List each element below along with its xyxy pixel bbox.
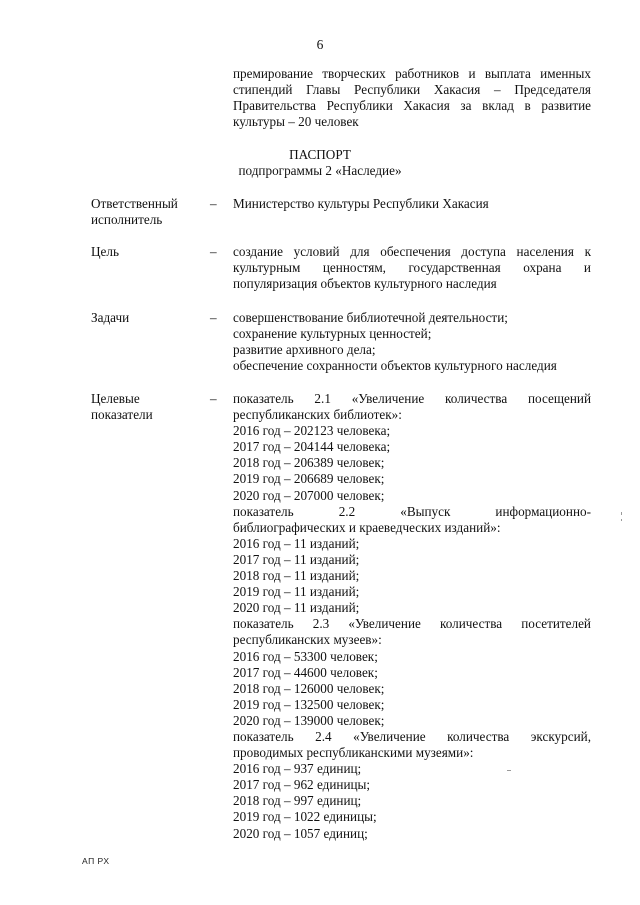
row-content-line: развитие архивного дела; [233, 342, 376, 358]
scan-speck [621, 519, 622, 521]
row-content-line: сохранение культурных ценностей; [233, 326, 432, 342]
row-content-line: 2019 год – 1022 единицы; [233, 809, 377, 825]
row-content-line: 2019 год – 11 изданий; [233, 584, 360, 600]
scan-speck [621, 512, 622, 515]
row-content-line: республиканских библиотек»: [233, 407, 402, 423]
row-content-line: показатель 2.1 «Увеличение количества посещений [233, 391, 591, 406]
row-label [91, 244, 201, 260]
row-content-line: 2017 год – 204144 человека; [233, 439, 391, 455]
row-content-line: 2016 год – 937 единиц; [233, 761, 362, 777]
row-label-line: Цель [91, 244, 119, 259]
row-content-line: 2020 год – 1057 единиц; [233, 825, 368, 841]
page-number: 6 [316, 37, 324, 52]
intro-paragraph [233, 66, 591, 130]
row-content-line: 2018 год – 997 единиц; [233, 793, 362, 809]
row-dash: – [210, 391, 217, 406]
row-content-line: 2020 год – 207000 человек; [233, 487, 385, 503]
passport-subtitle: подпрограммы 2 «Наследие» [238, 163, 402, 178]
row-content-line: республиканских музеев»: [233, 632, 382, 648]
scan-speck [507, 770, 511, 771]
row-content [233, 391, 591, 842]
row-content-line: 2017 год – 962 единицы; [233, 777, 371, 793]
row-content [233, 244, 591, 292]
row-content-line: библиографических и краеведческих изданий»: [233, 519, 501, 535]
row-label-line: Задачи [91, 310, 130, 325]
intro-line: премирование творческих работников и выплата именных [233, 66, 591, 81]
row-label-line: исполнитель [91, 212, 163, 228]
row-content-line: Министерство культуры Республики Хакасия [233, 196, 489, 211]
row-content-line: 2016 год – 11 изданий; [233, 535, 360, 551]
row-content-line: обеспечение сохранности объектов культурного наследия [233, 358, 557, 374]
row-content-line: 2016 год – 53300 человек; [233, 648, 378, 664]
row-label [91, 196, 201, 228]
row-dash: – [210, 244, 217, 259]
intro-line: стипендий Главы Республики Хакасия – Председателя [233, 82, 591, 98]
row-label-line: показатели [91, 407, 153, 423]
row-content [233, 196, 591, 212]
row-label-line: Целевые [91, 391, 140, 406]
row-content-line: 2019 год – 132500 человек; [233, 696, 385, 712]
row-content-line: 2018 год – 11 изданий; [233, 568, 360, 584]
footer-stamp-mark: АП РХ [82, 856, 110, 866]
row-content-line: 2019 год – 206689 человек; [233, 471, 385, 487]
row-content-line: показатель 2.2 «Выпуск информационно- [233, 503, 591, 519]
row-dash: – [210, 310, 217, 325]
row-content-line: 2018 год – 126000 человек; [233, 680, 385, 696]
row-content-line: проводимых республиканскими музеями»: [233, 745, 474, 761]
row-content-line: показатель 2.4 «Увеличение количества экскурсий, [233, 728, 591, 744]
row-content-line: культурным ценностям, государственная охрана и [233, 260, 591, 276]
row-content-line: популяризация объектов культурного наследия [233, 276, 497, 292]
row-content-line: 2020 год – 11 изданий; [233, 600, 360, 616]
row-label [91, 391, 201, 423]
row-content-line: 2017 год – 44600 человек; [233, 664, 378, 680]
row-content-line: совершенствование библиотечной деятельности; [233, 310, 508, 325]
row-label-line: Ответственный [91, 196, 178, 211]
row-content [233, 310, 591, 374]
row-content-line: показатель 2.3 «Увеличение количества посетителей [233, 616, 591, 632]
row-label [91, 310, 201, 326]
passport-title: ПАСПОРТ [289, 147, 351, 162]
row-dash: – [210, 196, 217, 211]
row-content-line: 2020 год – 139000 человек; [233, 712, 385, 728]
row-content-line: 2018 год – 206389 человек; [233, 455, 385, 471]
row-content-line: создание условий для обеспечения доступа населения к [233, 244, 591, 259]
row-content-line: 2016 год – 202123 человека; [233, 423, 391, 439]
row-content-line: 2017 год – 11 изданий; [233, 551, 360, 567]
intro-line: Правительства Республики Хакасия за вклад в развитие [233, 98, 591, 114]
intro-line: культуры – 20 человек [233, 114, 359, 130]
